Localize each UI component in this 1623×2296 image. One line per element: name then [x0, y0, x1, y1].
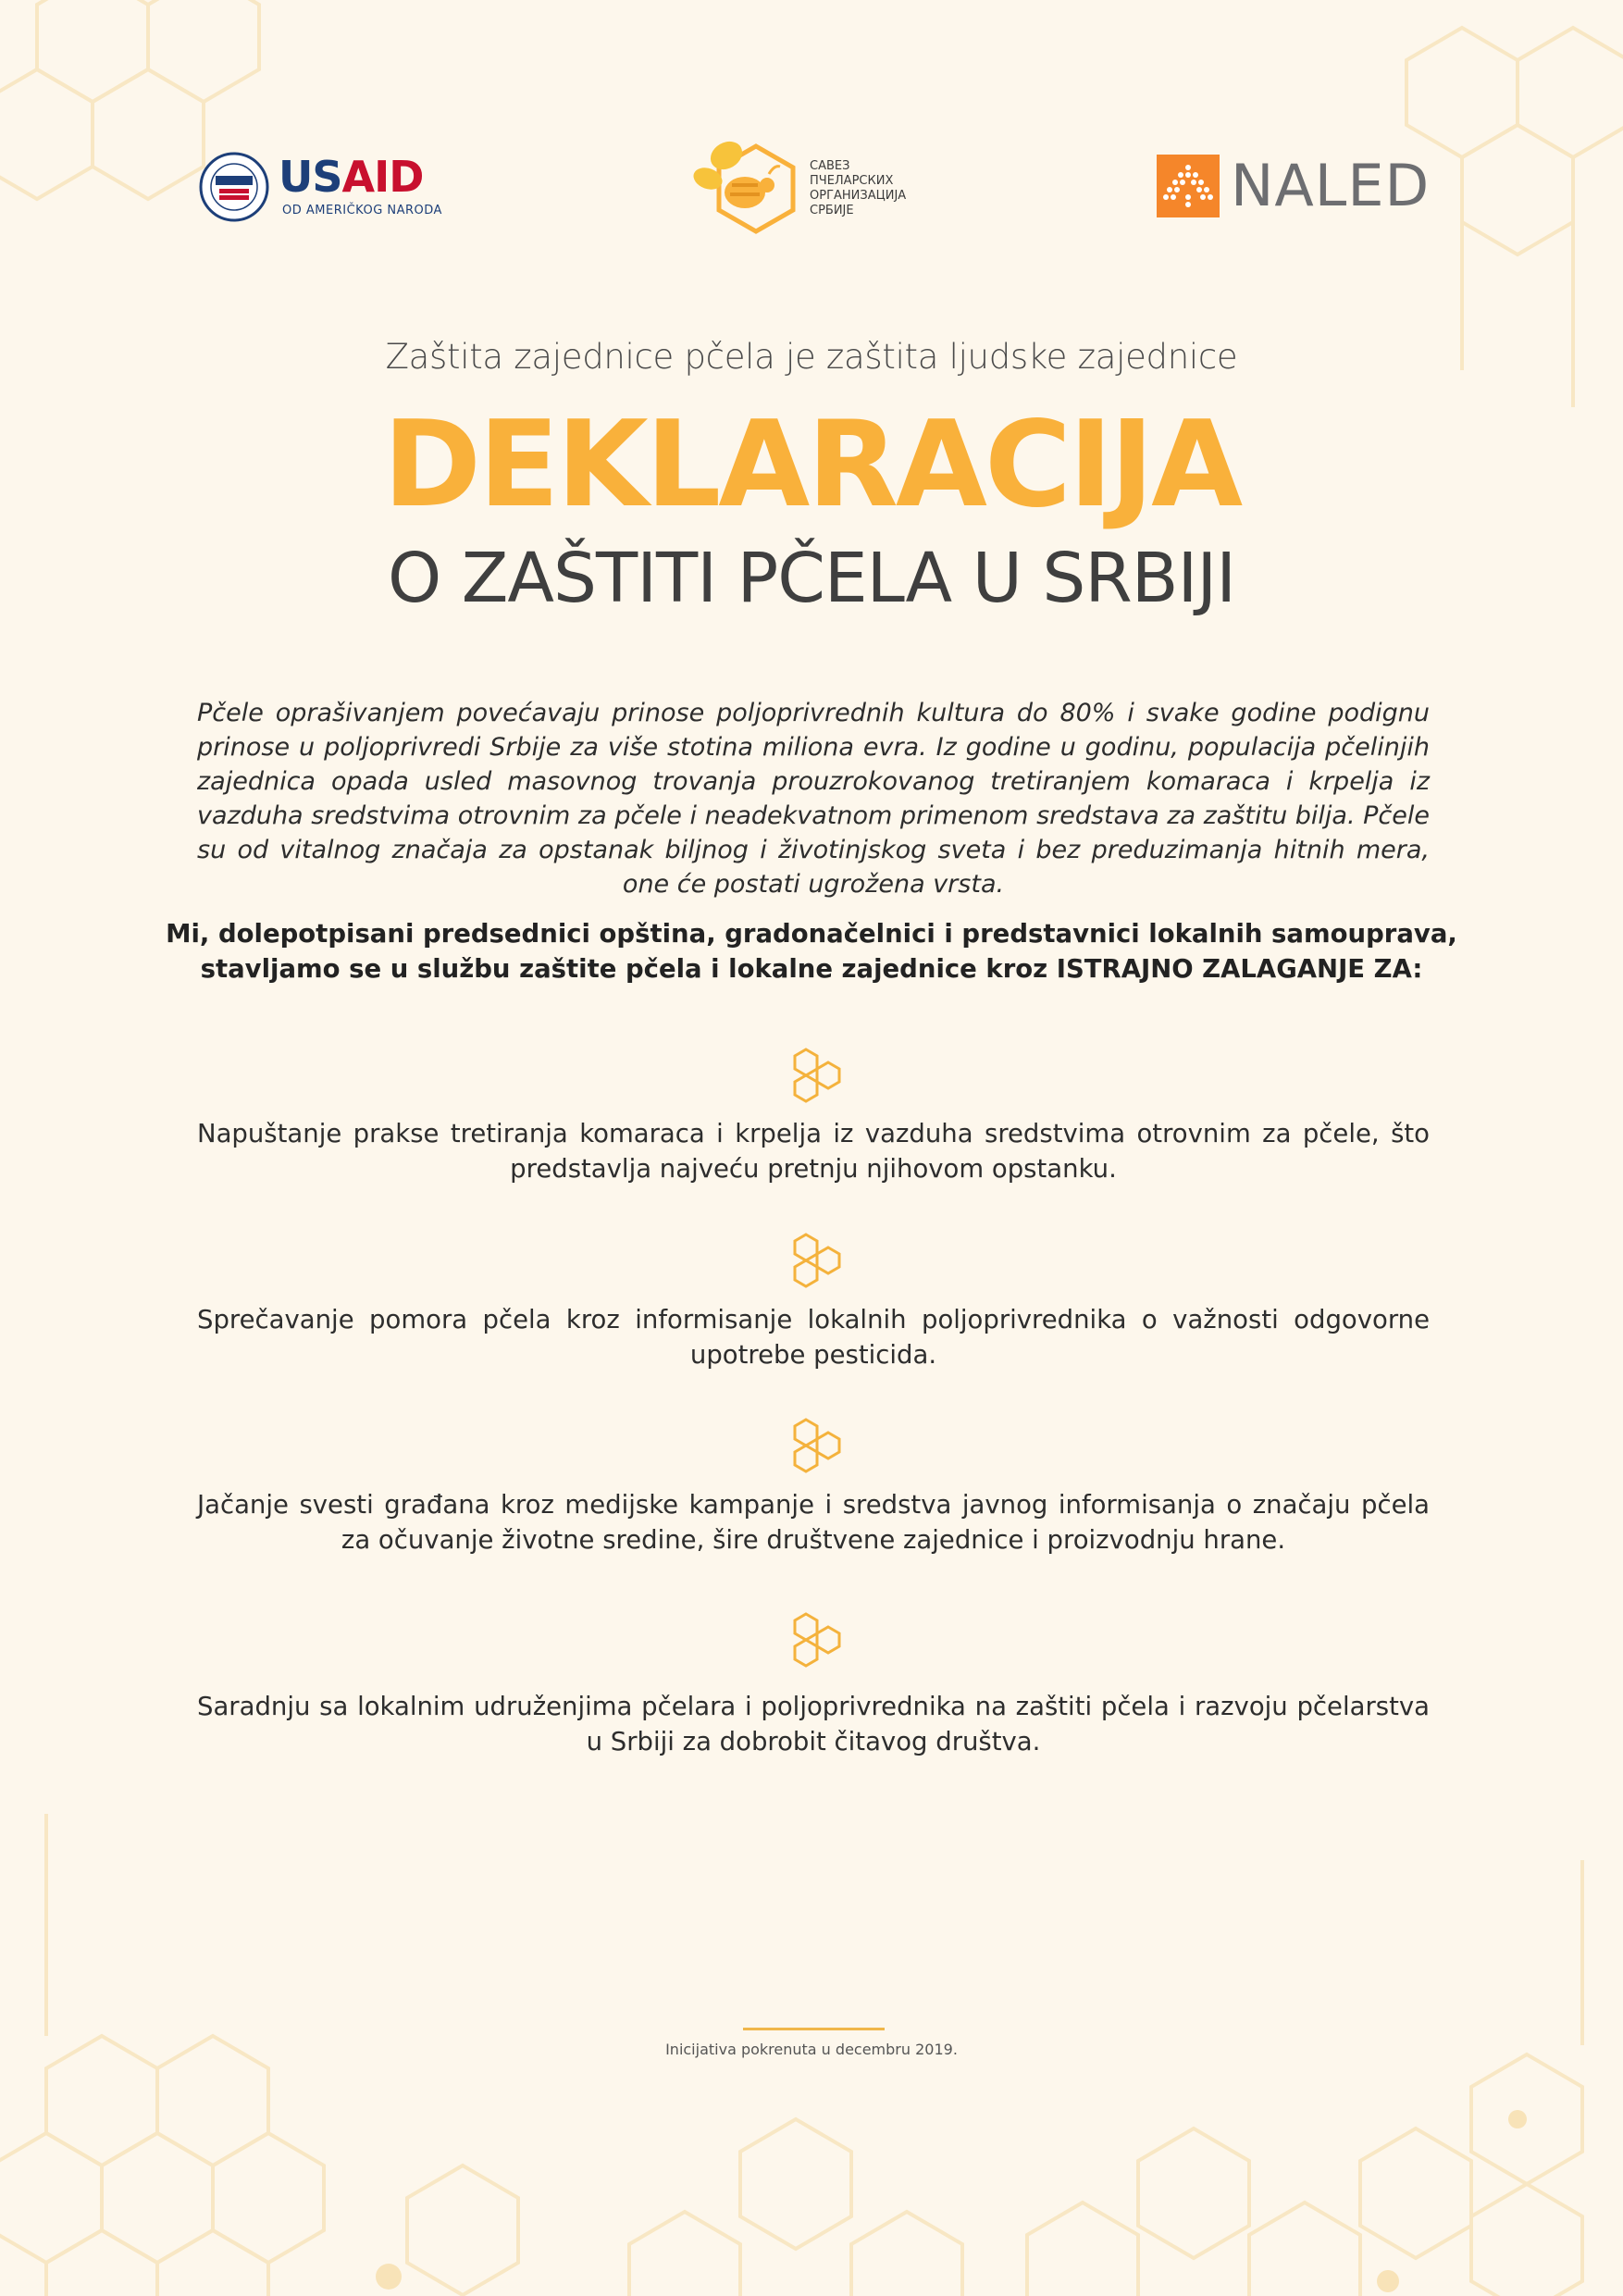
footer-note: Inicijativa pokrenuta u decembru 2019. [665, 2041, 958, 2058]
association-name: САВЕЗ ПЧЕЛАРСКИХ ОРГАНИЗАЦИЈА СРБИЈЕ [810, 159, 907, 217]
tagline: Zaštita zajednice pčela je zaštita ljudske zajednice [385, 337, 1238, 377]
page-subtitle: O ZAŠTITI PČELA U SRBIJI [387, 539, 1236, 618]
commitment-statement: Mi, dolepotpisani predsednici opština, gradonačelnici i predstavnici lokalnih samouprava, stavljamo se u službu zaštite pčela i lokalne zajednice kroz ISTRAJNO ZALAGANJE ZA: [166, 919, 1457, 984]
usaid-wordmark: USAID [279, 152, 424, 202]
beekeepers-association-logo [689, 128, 921, 243]
honeycomb-icon [784, 1046, 850, 1112]
naled-emblem-icon [1157, 155, 1220, 217]
usaid-logo [199, 150, 449, 224]
naled-logo [1157, 153, 1434, 219]
list-item: Napuštanje prakse tretiranja komaraca i krpelja iz vazduha sredstvima otrovnim za pčele, što predstavlja najveću pretnju njihovom opstanku. [197, 1119, 1430, 1184]
list-item: Saradnju sa lokalnim udruženjima pčelara i poljoprivrednika na zaštiti pčela i razvoju pčelarstva u Srbiji za dobrobit čitavog društva. [197, 1692, 1430, 1756]
honeycomb-icon [784, 1231, 850, 1297]
usaid-seal-icon [199, 152, 269, 222]
footer-divider [743, 2028, 885, 2030]
page-title: DEKLARACIJA [382, 396, 1241, 534]
naled-wordmark: NALED [1231, 152, 1431, 219]
bee-hexagon-icon [689, 128, 800, 243]
list-item: Sprečavanje pomora pčela kroz informisanje lokalnih poljoprivrednika o važnosti odgovorne upotrebe pesticida. [197, 1305, 1430, 1370]
list-item: Jačanje svesti građana kroz medijske kampanje i sredstva javnog informisanja o značaju pčela za očuvanje životne sredine, šire društvene zajednice i proizvodnju hrane. [197, 1490, 1430, 1555]
usaid-subtitle: OD AMERIČKOG NARODA [282, 204, 442, 217]
intro-paragraph: Pčele oprašivanjem povećavaju prinose poljoprivrednih kultura do 80% i svake godine podignu prinose u poljoprivredi Srbije za više stotina miliona evra. Iz godine u godinu, populacija pčelinjih zajednica opada usled masovnog trovanja prouzrokovanog tretiranjem komaraca i krpelja iz vazduha sredstvima otrovnim za pčele i neadekvatnom primenom sredstava za zaštitu bilja. Pčele su od vitalnog značaja za opstanak biljnog i životinjskog sveta i bez preduzimanja hitnih mera, one će postati ugrožena vrsta. [197, 699, 1430, 899]
honeycomb-icon [784, 1416, 850, 1483]
honeycomb-icon [784, 1610, 850, 1677]
